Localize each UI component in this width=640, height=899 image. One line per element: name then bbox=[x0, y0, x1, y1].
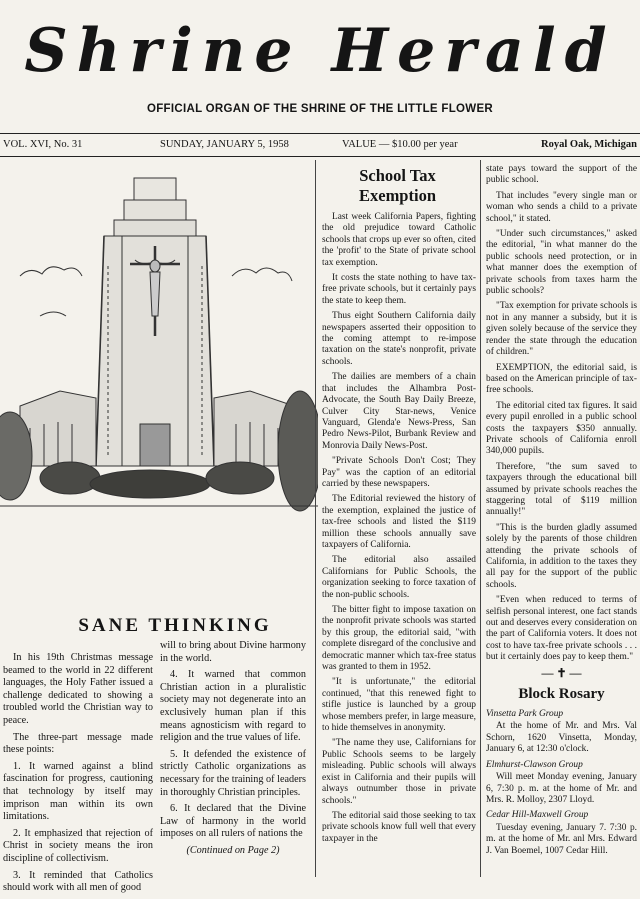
paragraph: state pays toward the support of the public school. bbox=[486, 164, 637, 186]
paragraph: The Editorial reviewed the history of the exemption, explained the justice of tax-free schools and listed the $119 million these schools annually save taxpayers of California. bbox=[322, 494, 476, 550]
paragraph: Therefore, "the sum saved to taxpayers through the educational bill assumed by private schools reaches the staggering total of $119 million annually!" bbox=[486, 461, 637, 518]
paragraph: "Under such circumstances," asked the editorial, "in what manner do the public schools need protection, or in what manner does the exemption of private schools from taxes harm the public schools? bbox=[486, 229, 637, 297]
school-tax-heading-line-1: School Tax bbox=[359, 166, 436, 185]
column-divider bbox=[315, 160, 316, 877]
school-tax-column-1 bbox=[322, 212, 476, 849]
cross-divider: — ✝ — bbox=[541, 665, 582, 680]
group-name: Elmhurst-Clawson Group bbox=[486, 759, 583, 770]
paragraph: The editorial cited tax figures. It said every pupil enrolled in a public school costs the taxpayers $350 annually. Private schools of California enroll 340,000 pupils. bbox=[486, 400, 637, 457]
school-tax-column-2 bbox=[486, 164, 637, 861]
group-name: Vinsetta Park Group bbox=[486, 709, 564, 720]
place: Royal Oak, Michigan bbox=[541, 139, 637, 150]
price: VALUE — $10.00 per year bbox=[342, 139, 458, 150]
school-tax-heading-line-2: Exemption bbox=[358, 186, 436, 205]
paragraph: "Private Schools Don't Cost; They Pay" was the caption of an editorial carried by these newspapers. bbox=[322, 456, 476, 489]
paragraph: Thus eight Southern California daily newspapers asserted their opposition to the coming attempt to re-impose taxation on the state's nonprofit, private schools. bbox=[322, 311, 476, 367]
paragraph: It costs the state nothing to have tax-free private schools, but it certainly pays the state to keep them. bbox=[322, 273, 476, 306]
paragraph: 4. It warned that common Christian action in a pluralistic society may not degenerate into an exclusively human plan if this means agnosticism with regard to religion and the true values of life. bbox=[160, 669, 306, 744]
masthead-title: Shrine Herald bbox=[24, 16, 616, 86]
paragraph: In his 19th Christmas message beamed to the world in 22 different languages, the Holy Father issued a challenge dedicated to showing a troubled world the Christian way to peace. bbox=[3, 652, 153, 726]
paragraph: "The name they use, Californians for Public Schools seems to be largely misleading. Public schools will always exist in California and their pupils will always outnumber those in private schools." bbox=[322, 738, 476, 806]
paragraph: The bitter fight to impose taxation on the nonprofit private schools was started by this group, the editorial said, "with complete disregard of the conclusive and democratic manner which tax-free status was granted to them in 1952. bbox=[322, 605, 476, 673]
masthead-subtitle: OFFICIAL ORGAN OF THE SHRINE OF THE LITTLE FLOWER bbox=[146, 103, 494, 115]
paragraph: 5. It defended the existence of strictly Catholic organizations as necessary for the training of leaders in thoroughly Christian principles. bbox=[160, 748, 306, 798]
group-name: Cedar Hill-Maxwell Group bbox=[486, 810, 589, 821]
paragraph: Last week California Papers, fighting the old prejudice toward Catholic schools that crops up ever so often, cited the 'profit' to the State of private school tax exemption. bbox=[322, 212, 476, 268]
paragraph: "Tax exemption for private schools is not in any manner a subsidy, but it is given solely because of the service they render the state through the education of children." bbox=[486, 301, 637, 358]
paragraph: 1. It warned against a blind fascination for progress, cautioning that technology by itself may imprison man within its own limitations. bbox=[3, 760, 153, 823]
sane-thinking-column-1 bbox=[3, 652, 153, 899]
paragraph: will to bring about Divine harmony in the world. bbox=[160, 640, 306, 664]
shrine-tower-illustration bbox=[0, 166, 318, 590]
paragraph: The three-part message made these points: bbox=[3, 731, 153, 756]
paragraph: EXEMPTION, the editorial said, is based on the American principle of tax-free schools. bbox=[486, 362, 637, 396]
paragraph: 2. It emphasized that rejection of Christ in society means the iron discipline of collectivism. bbox=[3, 827, 153, 864]
issue-date: SUNDAY, JANUARY 5, 1958 bbox=[160, 139, 289, 150]
masthead bbox=[0, 8, 640, 94]
block-rosary-heading: Block Rosary bbox=[518, 686, 605, 703]
paragraph: The dailies are members of a chain that includes the Alhambra Post-Advocate, the South Bay Daily Breeze, Culver City Star-news, Venice Vanguard, Glenda'e News-Press, San Pedro News-Pilot, Burbank Review and Monrovia Daily News-Post. bbox=[322, 372, 476, 451]
paragraph: The editorial said those seeking to tax private schools know full well that every taxpayer in the bbox=[322, 810, 476, 844]
dateline bbox=[0, 139, 640, 153]
top-rule bbox=[0, 133, 640, 134]
school-tax-heading bbox=[320, 166, 475, 206]
paragraph: "It is unfortunate," the editorial continued, "that this renewed fight to stifle justice is launched by a group whose members prefer, in large measure, to hide themselves in anonymity. bbox=[322, 677, 476, 734]
sane-thinking-column-2 bbox=[160, 640, 306, 862]
paragraph: "Even when reduced to terms of selfish personal interest, one fact stands out and deserves every consideration on the part of California voters. It does not cost to have tax-free private schools . . . but it certainly does pay to keep them." bbox=[486, 595, 637, 663]
paragraph: 3. It reminded that Catholics should work with all men of good bbox=[3, 869, 153, 894]
sane-thinking-heading: SANE THINKING bbox=[78, 615, 272, 636]
paragraph: 6. It declared that the Divine Law of harmony in the world imposes on all rulers of nations the bbox=[160, 803, 306, 840]
paragraph: The editorial also assailed Californians for Public Schools, the organization seeking to force taxation of the non-public schools. bbox=[322, 555, 476, 600]
paragraph: That includes "every single man or woman who sends a child to a private school," it stated. bbox=[486, 190, 637, 224]
group-details: Tuesday evening, January 7. 7:30 p. m. at the home of Mr. anl Mrs. Edward J. Van Boemel, 1007 Cedar Hill. bbox=[486, 822, 637, 856]
volume-number: VOL. XVI, No. 31 bbox=[3, 139, 83, 150]
group-details: Will meet Monday evening, January 6, 7:30 p. m. at the home of Mr. and Mrs. R. Molloy, 2307 Lloyd. bbox=[486, 772, 637, 805]
continued-note: (Continued on Page 2) bbox=[186, 844, 280, 856]
paragraph: "This is the burden gladly assumed solely by the parents of those children attending the private schools of California, in addition to the taxes they all pay for the support of the public schools. bbox=[486, 522, 637, 590]
dateline-rule bbox=[0, 156, 640, 157]
group-details: At the home of Mr. and Mrs. Val Schorn, 1620 Vinsetta, Monday, January 6, at 12:30 o'clock. bbox=[486, 721, 637, 755]
column-divider bbox=[480, 160, 481, 877]
